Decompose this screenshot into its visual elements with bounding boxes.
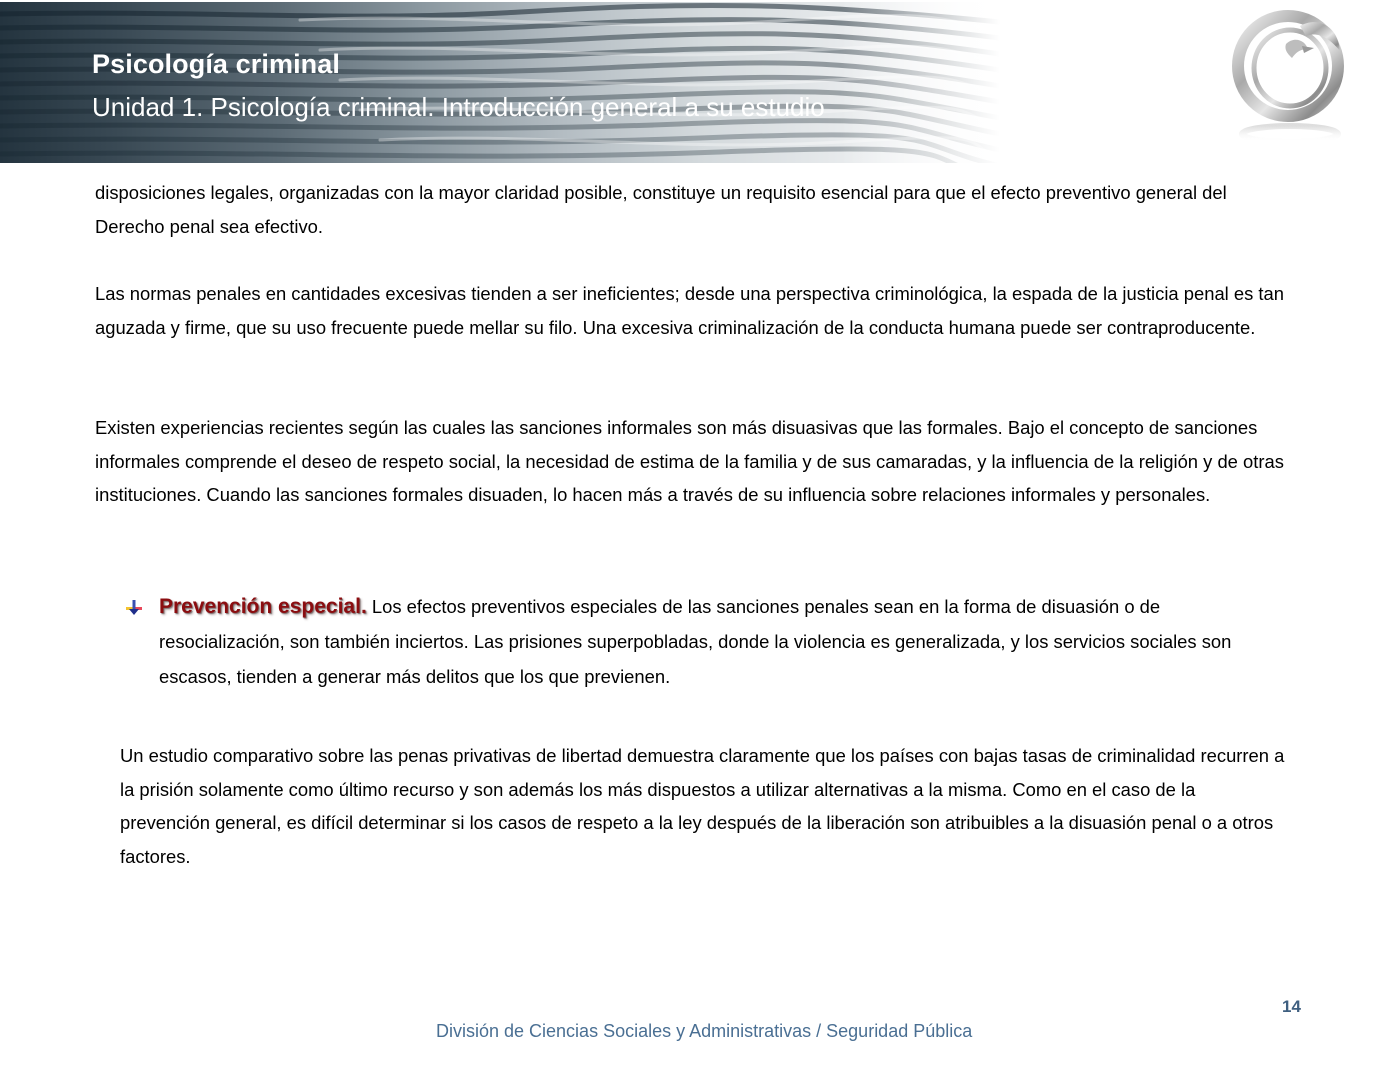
footer-division: División de Ciencias Sociales y Administrativas / Seguridad Pública [436, 1021, 973, 1041]
paragraph-4: Un estudio comparativo sobre las penas privativas de libertad demuestra claramente que los países con bajas tasas de criminalidad recurren a la prisión solamente como último recurso y son además los más dispuestos a utilizar alternativas a la misma. Como en el caso de la prevención general, es difícil determinar si los casos de respeto a la ley después de la liberación son atribuibles a la disuasión penal o a otros factores. [120, 745, 1285, 867]
eagle-swirl-logo-icon [1228, 6, 1358, 146]
bullet-heading: Prevención especial. [159, 595, 367, 618]
arrow-down-bullet-icon [124, 598, 144, 618]
bullet-body: Los efectos preventivos especiales de las sanciones penales sean en la forma de disuasión o de resocialización, son también inciertos. Las prisiones superpobladas, donde la violencia es generalizada, y los servicios sociales son escasos, tienden a generar más delitos que los que previenen. [159, 596, 1232, 687]
page-number: 14 [1282, 997, 1301, 1016]
bullet-text [159, 590, 1269, 694]
paragraph-2: Las normas penales en cantidades excesivas tienden a ser ineficientes; desde una perspectiva criminológica, la espada de la justicia penal es tan aguzada y firme, que su uso frecuente puede mellar su filo. Una excesiva criminalización de la conducta humana puede ser contraproducente. [95, 283, 1284, 338]
paragraph-1: disposiciones legales, organizadas con la mayor claridad posible, constituye un requisito esencial para que el efecto preventivo general del Derecho penal sea efectivo. [95, 182, 1227, 237]
document-title: Psicología criminal [92, 49, 340, 79]
paragraph-3: Existen experiencias recientes según las cuales las sanciones informales son más disuasivas que las formales. Bajo el concepto de sanciones informales comprende el deseo de respeto social, la necesidad de estima de la familia y de sus camaradas, y la influencia de la religión y de otras instituciones. Cuando las sanciones formales disuaden, lo hacen más a través de su influencia sobre relaciones informales y personales. [95, 417, 1284, 506]
header-banner [0, 2, 1000, 163]
banner-fade [840, 2, 1000, 163]
document-subtitle: Unidad 1. Psicología criminal. Introducción general a su estudio [92, 92, 825, 122]
